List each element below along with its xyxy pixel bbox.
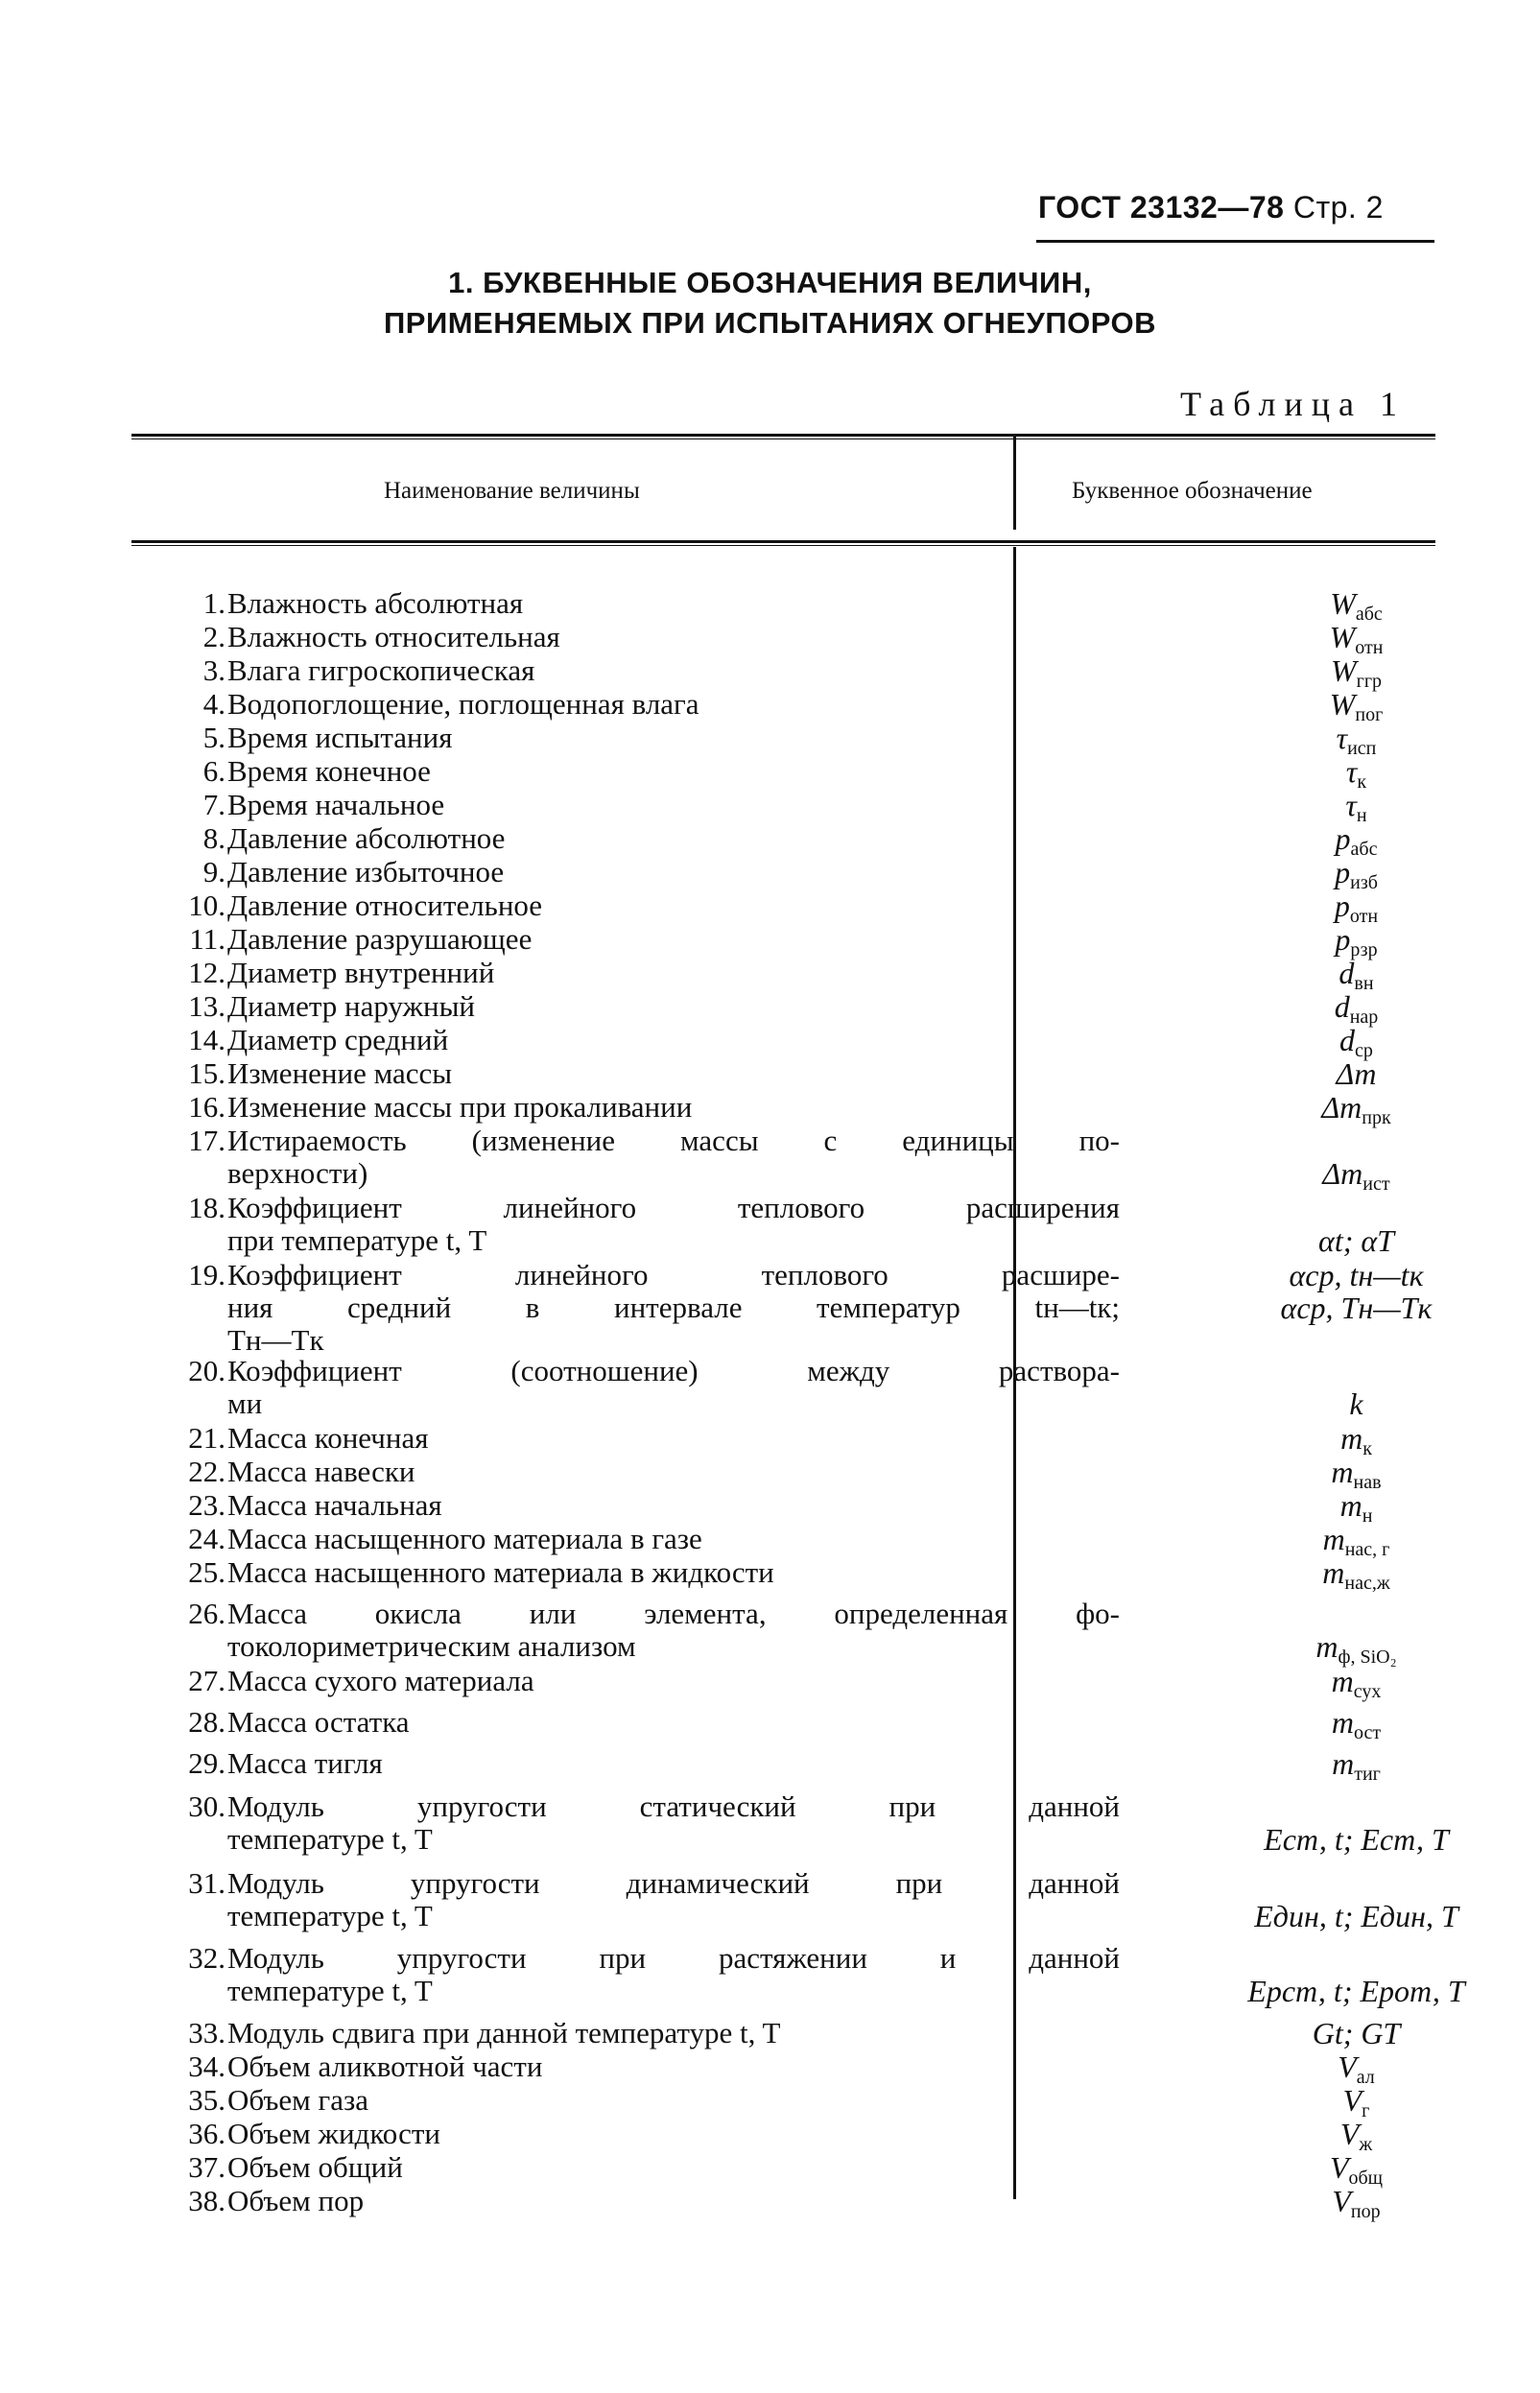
quantity-name: Влажность относительная [227, 620, 560, 653]
row-number: 9. [202, 855, 225, 888]
symbol-main: W [1330, 653, 1357, 688]
row-number: 36. [188, 2117, 225, 2150]
table-row [131, 2017, 1435, 2049]
quantity-name: Диаметр внутренний [227, 956, 495, 989]
symbol-main: p [1335, 821, 1351, 856]
row-number: 29. [188, 1746, 225, 1780]
table-row [131, 1597, 1435, 1668]
symbol-main: d [1339, 1023, 1356, 1057]
quantity-name: Коэффициент линейного теплового расширения [227, 1191, 1120, 1224]
quantity-name: Масса сухого материала [227, 1664, 534, 1697]
quantity-name: Модуль упругости динамический при данной [227, 1866, 1120, 1900]
symbol-main: V [1342, 2083, 1362, 2118]
table-row [131, 956, 1435, 994]
quantity-name: Диаметр наружный [227, 989, 476, 1023]
quantity-name: при температуре t, T [227, 1223, 487, 1257]
symbol-subscript: пор [1350, 2201, 1381, 2222]
table-row [131, 1746, 1435, 1785]
symbol-main: m [1315, 1629, 1339, 1664]
quantity-name: Давление абсолютное [227, 821, 506, 855]
quantity-name: Модуль упругости при растяжении и данной [227, 1941, 1120, 1975]
row-number: 31. [188, 1866, 225, 1900]
row-number: 4. [202, 687, 225, 721]
table-row [131, 687, 1435, 725]
symbol-subscript: к [1357, 771, 1367, 793]
quantity-name: Давление избыточное [227, 855, 505, 888]
letter-symbol [1146, 1556, 1540, 1599]
symbol-subscript: нав [1353, 1472, 1382, 1493]
row-number: 3. [202, 653, 225, 687]
section-title: 1. БУКВЕННЫЕ ОБОЗНАЧЕНИЯ ВЕЛИЧИН, ПРИМЕНЯЕМЫХ ПРИ ИСПЫТАНИЯХ ОГНЕУПОРОВ [383, 266, 1156, 340]
quantity-name: температуре t, T [227, 1822, 433, 1856]
symbol-subscript: ф, SiO₂ [1338, 1647, 1397, 1668]
row-number: 22. [188, 1455, 225, 1488]
symbol-subscript: вн [1354, 973, 1374, 994]
row-number: 15. [188, 1056, 225, 1090]
row-number: 27. [188, 1664, 225, 1697]
quantity-name: Влага гигроскопическая [227, 653, 535, 687]
column-header-name: Наименование величины [384, 478, 640, 504]
symbol-main: m [1339, 1488, 1362, 1523]
letter-symbol: Gt; GT [1312, 2016, 1401, 2050]
quantity-name: Время начальное [227, 788, 445, 821]
symbol-subscript: ист [1362, 1173, 1390, 1195]
row-number: 6. [202, 754, 225, 788]
quantity-name: Истираемость (изменение массы с единицы по- [227, 1124, 1120, 1157]
quantity-name: Давление относительное [227, 888, 543, 922]
symbol-main: d [1339, 956, 1355, 990]
table-top-rule-thin [131, 438, 1435, 439]
quantity-name: Модуль сдвига при данной температуре t, T [227, 2016, 781, 2049]
symbol-subscript: прк [1362, 1107, 1391, 1128]
column-divider-header [1013, 434, 1016, 530]
quantity-name: Масса начальная [227, 1488, 442, 1522]
row-number: 28. [188, 1705, 225, 1739]
row-number: 16. [188, 1090, 225, 1124]
quantity-name: верхности) [227, 1156, 368, 1190]
table-row [131, 2117, 1435, 2155]
quantity-name: Время конечное [227, 754, 431, 788]
table-row [131, 754, 1435, 793]
symbol-main: m [1332, 1746, 1355, 1781]
letter-symbol: Eрст, t; Eрот, T [1247, 1974, 1465, 2008]
table-label: Таблица 1 [1180, 385, 1406, 423]
row-number: 2. [202, 620, 225, 653]
symbol-subscript: ср [1355, 1040, 1373, 1061]
row-number: 12. [188, 956, 225, 989]
symbol-main: V [1329, 2150, 1349, 2185]
column-header-symbol: Буквенное обозначение [1072, 478, 1313, 504]
table-row [131, 1192, 1435, 1257]
table-row [131, 2083, 1435, 2121]
symbol-main: W [1330, 586, 1356, 621]
row-number: 33. [188, 2016, 225, 2049]
table-row [131, 922, 1435, 960]
table-row [131, 1057, 1435, 1090]
quantity-name: Масса насыщенного материала в жидкости [227, 1555, 774, 1589]
quantity-name: Tн—Tк [227, 1323, 324, 1357]
symbol-subscript: нас, г [1344, 1539, 1390, 1560]
quantity-name: Масса конечная [227, 1421, 429, 1455]
table-top-rule [131, 434, 1435, 437]
row-number: 18. [188, 1191, 225, 1224]
symbol-subscript: отн [1349, 906, 1379, 927]
symbol-subscript: н [1356, 805, 1367, 826]
quantity-name: Масса насыщенного материала в газе [227, 1522, 702, 1555]
quantity-name: токолориметрическим анализом [227, 1629, 636, 1663]
quantity-name: ния средний в интервале температур tн—tк; [227, 1291, 1120, 1324]
table-row [131, 1355, 1435, 1420]
header-bottom-rule [131, 540, 1435, 543]
quantity-name: температуре t, T [227, 1974, 433, 2007]
symbol-main: τ [1336, 721, 1348, 755]
table-row [131, 653, 1435, 692]
symbol-main: p [1335, 922, 1351, 957]
symbol-main: τ [1345, 754, 1358, 789]
quantity-name: Модуль упругости статический при данной [227, 1789, 1120, 1823]
symbol-subscript: рзр [1350, 939, 1378, 960]
row-number: 20. [188, 1354, 225, 1387]
table-row [131, 1555, 1435, 1594]
letter-symbol [1146, 1387, 1540, 1420]
document-code: ГОСТ 23132—78 Стр. 2 [1038, 190, 1384, 225]
letter-symbol: Eдин, t; Eдин, T [1254, 1899, 1458, 1933]
symbol-main: m [1322, 1522, 1345, 1556]
row-number: 13. [188, 989, 225, 1023]
page-number: Стр. 2 [1292, 190, 1384, 225]
symbol-subscript: н [1362, 1505, 1373, 1527]
symbol-subscript: тиг [1354, 1764, 1381, 1785]
row-number: 25. [188, 1555, 225, 1589]
quantity-name: Коэффициент (соотношение) между раствора- [227, 1354, 1120, 1387]
table-row [131, 620, 1435, 658]
letter-symbol [1146, 1665, 1540, 1708]
quantity-name: Водопоглощение, поглощенная влага [227, 687, 699, 721]
symbol-main: m [1331, 1664, 1354, 1698]
table-row [131, 1941, 1465, 2008]
symbol-subscript: отн [1355, 637, 1384, 658]
letter-symbol [1146, 1706, 1540, 1749]
symbol-subscript: к [1362, 1438, 1372, 1459]
symbol-main: d [1334, 989, 1350, 1024]
symbol-main: p [1334, 888, 1350, 923]
table-row [131, 2049, 1435, 2088]
row-number: 30. [188, 1789, 225, 1823]
row-number: 23. [188, 1488, 225, 1522]
table-row [131, 1421, 1435, 1459]
row-number: 37. [188, 2150, 225, 2184]
symbol-main: k [1349, 1386, 1363, 1421]
quantity-name: Масса остатка [227, 1705, 410, 1739]
symbol-subscript: ггр [1356, 671, 1383, 692]
row-number: 26. [188, 1597, 225, 1630]
symbol-main: m [1340, 1421, 1363, 1456]
quantity-name: Диаметр средний [227, 1023, 449, 1056]
quantity-name: Объем пор [227, 2184, 365, 2217]
row-number: 17. [188, 1124, 225, 1157]
table-row [131, 1259, 1435, 1357]
table-row [131, 1705, 1435, 1743]
row-number: 7. [202, 788, 225, 821]
quantity-name: Изменение массы при прокаливании [227, 1090, 693, 1124]
row-number: 32. [188, 1941, 225, 1975]
quantity-name: ми [227, 1386, 263, 1420]
row-number: 24. [188, 1522, 225, 1555]
symbol-subscript: абс [1355, 604, 1383, 625]
row-number: 21. [188, 1421, 225, 1455]
header-bottom-rule-thin [131, 545, 1435, 546]
letter-symbol [1146, 2185, 1540, 2228]
table-row [131, 989, 1435, 1028]
row-number: 1. [202, 586, 225, 620]
letter-symbol: αср, Tн—Tк [1280, 1291, 1433, 1325]
quantity-name: Объем газа [227, 2083, 369, 2117]
symbol-main: τ [1345, 788, 1357, 822]
row-number: 34. [188, 2049, 225, 2083]
table-row [131, 1522, 1435, 1560]
quantity-name: Масса тигля [227, 1746, 383, 1780]
symbol-subscript: сух [1353, 1681, 1382, 1702]
quantity-name: температуре t, T [227, 1899, 433, 1932]
row-number: 11. [189, 922, 225, 956]
row-number: 8. [202, 821, 225, 855]
quantity-name: Влажность абсолютная [227, 586, 524, 620]
quantity-name: Изменение массы [227, 1056, 453, 1090]
symbol-main: m [1331, 1455, 1354, 1489]
symbol-main: m [1331, 1705, 1354, 1740]
table-row [131, 1090, 1435, 1128]
table-row [131, 788, 1435, 826]
symbol-subscript: нас,ж [1344, 1573, 1390, 1594]
quantity-name: Масса окисла или элемента, определенная фо- [227, 1597, 1120, 1630]
row-number: 5. [202, 721, 225, 754]
table-row [131, 1664, 1435, 1702]
symbol-main: m [1322, 1555, 1345, 1590]
symbol-subscript: ост [1353, 1722, 1382, 1743]
quantity-name: Давление разрушающее [227, 922, 533, 956]
header-rule [1036, 240, 1434, 243]
table-row [131, 1866, 1458, 1933]
symbol-main: V [1338, 2049, 1357, 2084]
letter-symbol: αср, tн—tк [1289, 1258, 1424, 1292]
table-row [131, 2150, 1435, 2189]
symbol-subscript: г [1362, 2100, 1370, 2121]
quantity-name: Объем жидкости [227, 2117, 440, 2150]
table-row [131, 1124, 1435, 1195]
table-row [131, 855, 1435, 893]
table-row [131, 821, 1435, 860]
symbol-main: V [1332, 2184, 1351, 2218]
table-row [131, 1455, 1435, 1493]
table-row [131, 586, 1435, 625]
symbol-subscript: ж [1359, 2134, 1373, 2155]
letter-symbol [1146, 1057, 1540, 1090]
table-row [131, 1023, 1435, 1061]
symbol-main: p [1335, 855, 1351, 889]
letter-symbol [1146, 1747, 1540, 1790]
table-row [131, 721, 1435, 759]
symbol-subscript: общ [1348, 2168, 1384, 2189]
quantity-name: Коэффициент линейного теплового расшире- [227, 1258, 1120, 1291]
symbol-main: Δm [1336, 1056, 1377, 1091]
symbol-main: W [1329, 620, 1356, 654]
table-row [131, 888, 1435, 927]
symbol-main: Δm [1321, 1090, 1362, 1125]
row-number: 19. [188, 1258, 225, 1291]
quantity-name: Время испытания [227, 721, 453, 754]
row-number: 10. [188, 888, 225, 922]
table-row [131, 1789, 1449, 1857]
quantity-name: Масса навески [227, 1455, 415, 1488]
symbol-subscript: нар [1349, 1007, 1379, 1028]
row-number: 35. [188, 2083, 225, 2117]
symbol-main: V [1339, 2117, 1360, 2151]
row-number: 38. [188, 2184, 225, 2217]
table-row [131, 2184, 1435, 2222]
row-number: 14. [188, 1023, 225, 1056]
letter-symbol: αt; αT [1318, 1223, 1394, 1258]
symbol-subscript: абс [1350, 839, 1378, 860]
table-row [131, 1488, 1435, 1527]
symbol-subscript: пог [1355, 704, 1384, 725]
symbol-subscript: изб [1350, 872, 1378, 893]
symbol-main: W [1329, 687, 1356, 722]
symbol-subscript: исп [1347, 738, 1377, 759]
symbol-main: Δm [1322, 1156, 1363, 1191]
symbol-subscript: ал [1356, 2067, 1375, 2088]
letter-symbol: Eст, t; Eст, T [1264, 1822, 1449, 1857]
quantity-name: Объем аликвотной части [227, 2049, 543, 2083]
quantity-name: Объем общий [227, 2150, 403, 2184]
